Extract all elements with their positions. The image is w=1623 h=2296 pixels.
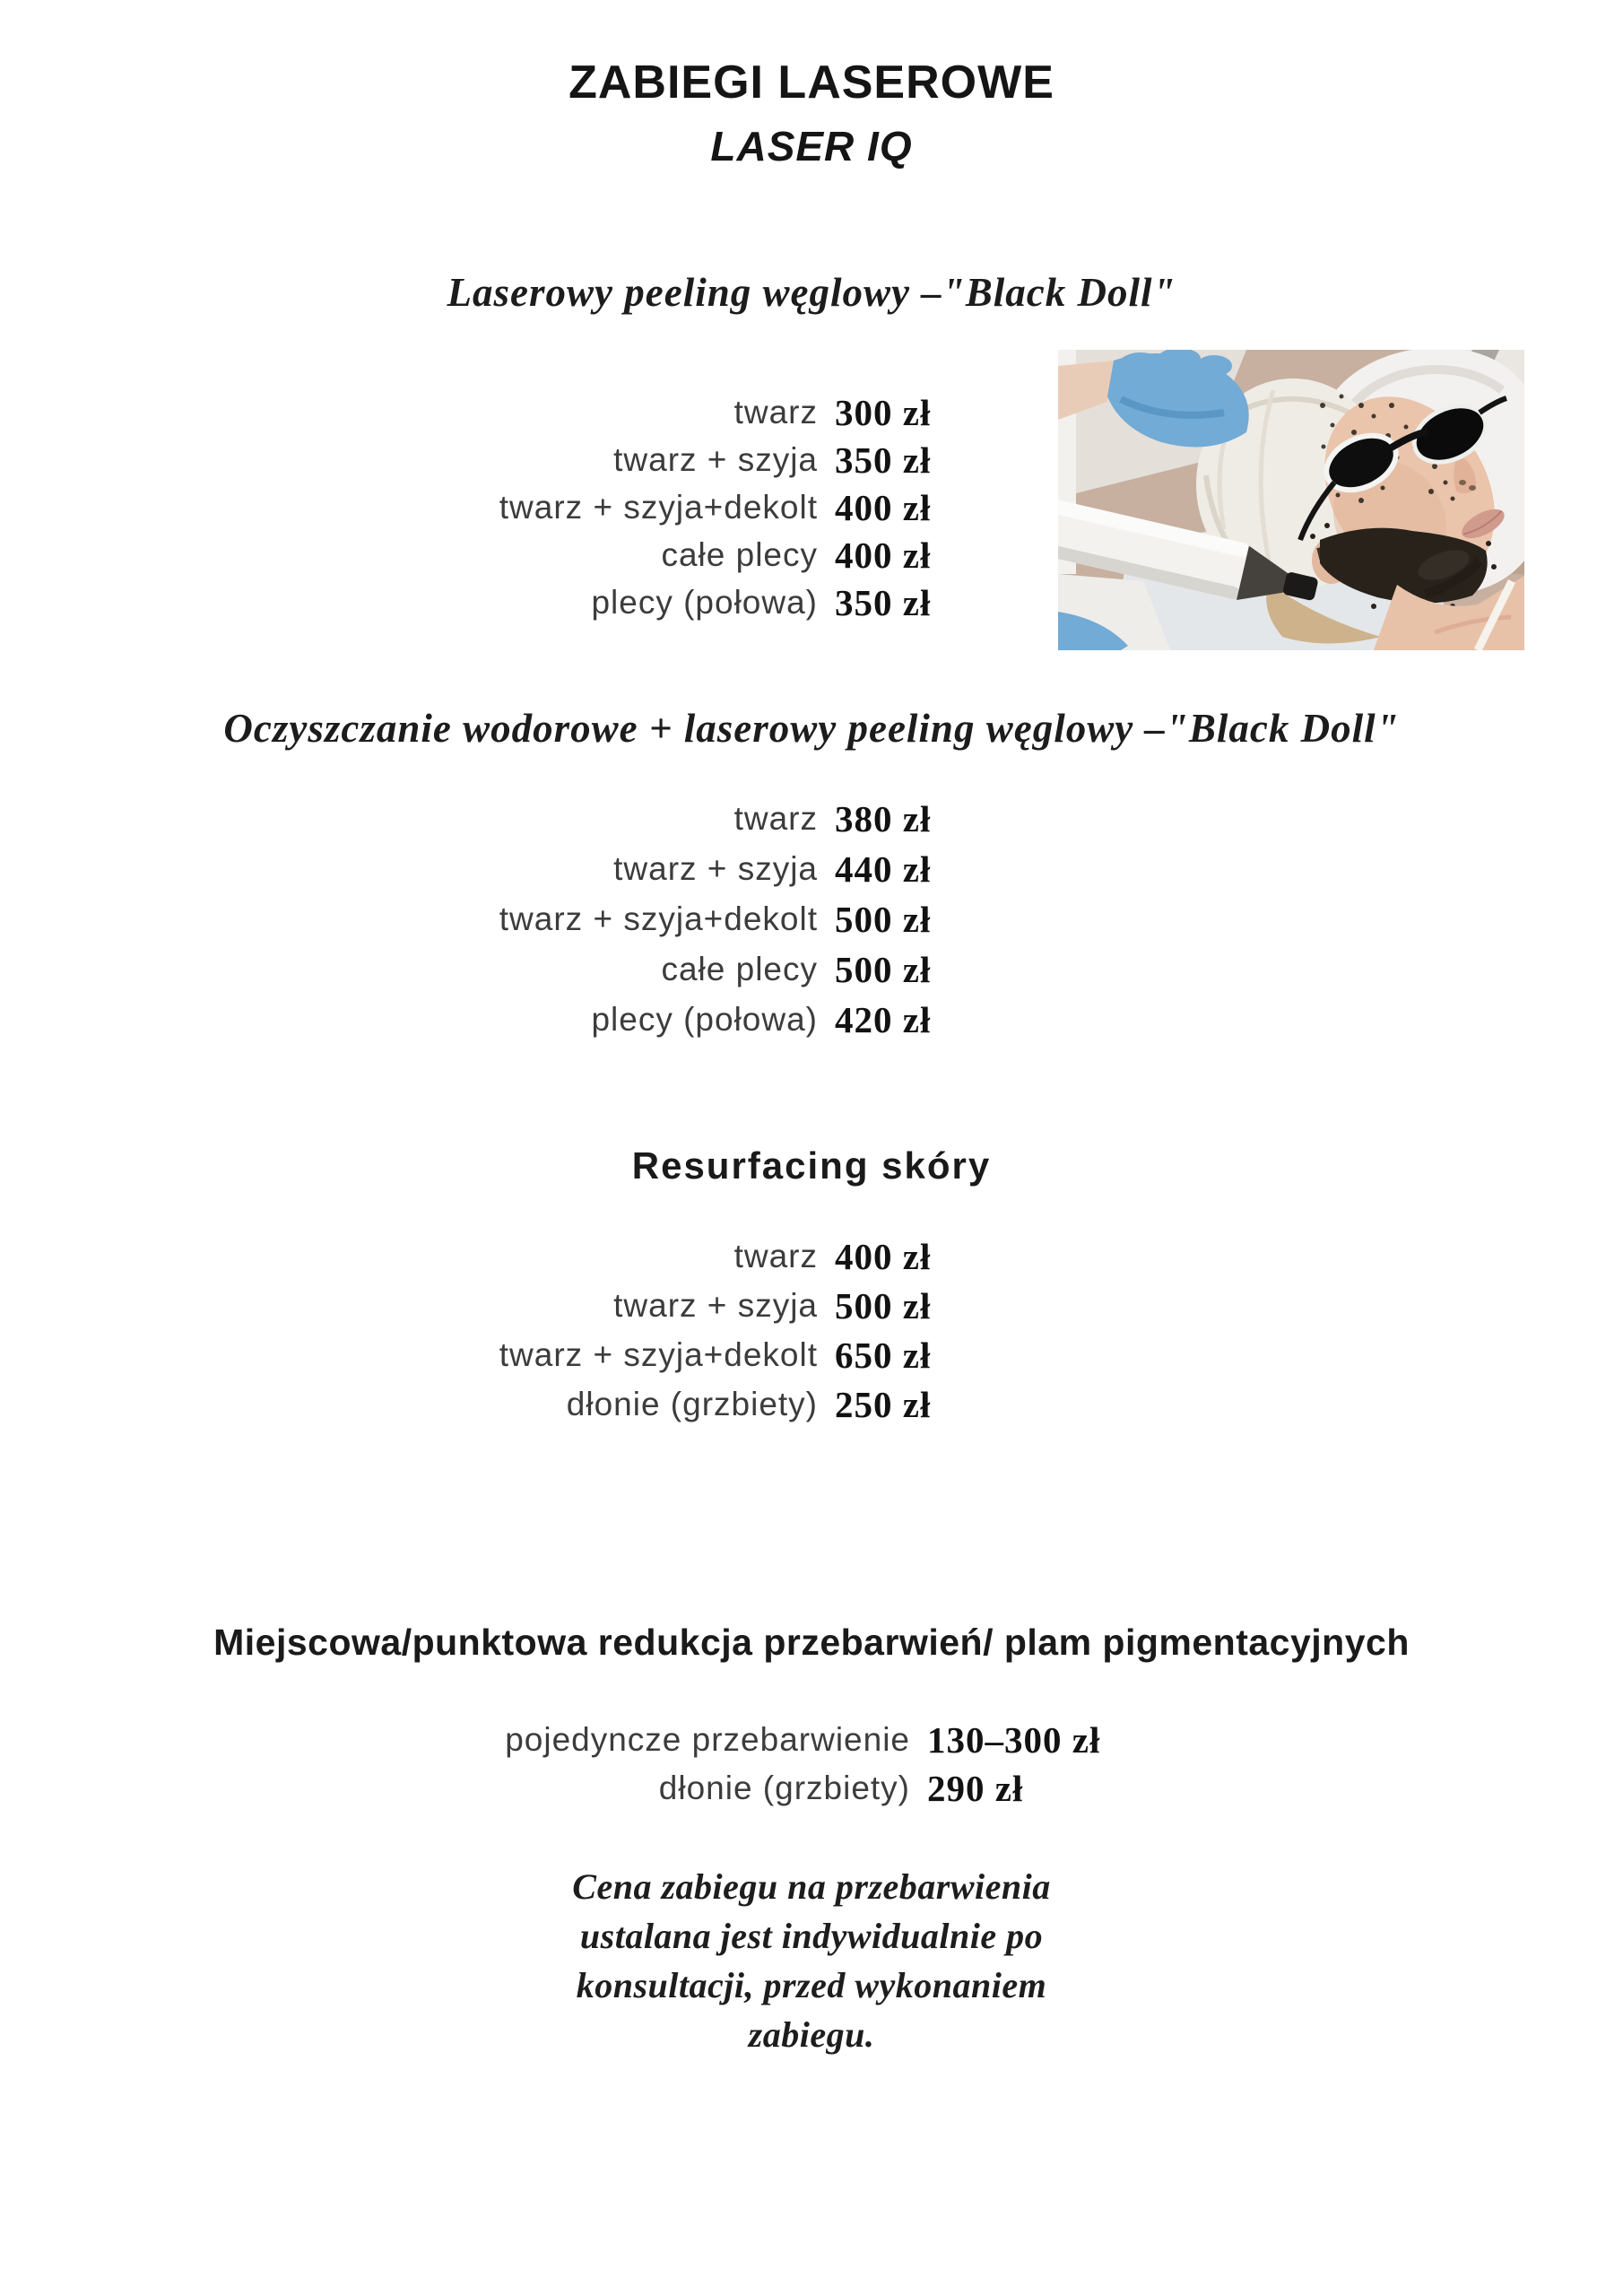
price-row bbox=[0, 531, 951, 578]
price-row bbox=[0, 578, 951, 626]
treatment-area-label: twarz bbox=[733, 1237, 818, 1274]
treatment-area-label: całe plecy bbox=[661, 951, 818, 987]
section-heading-carbon-peeling: Laserowy peeling węglowy –"Black Doll" bbox=[447, 270, 1176, 315]
treatment-area-label: twarz + szyja bbox=[613, 440, 818, 478]
pricing-note-line: zabiegu. bbox=[748, 2014, 875, 2055]
price-row bbox=[0, 1281, 951, 1330]
treatment-area-label: twarz bbox=[733, 800, 818, 837]
section-heading-pigmentation: Miejscowa/punktowa redukcja przebarwień/ plam pigmentacyjnych bbox=[213, 1622, 1410, 1663]
treatment-price: 130–300 zł bbox=[927, 1719, 1101, 1761]
price-row bbox=[0, 794, 951, 844]
treatment-area-label: twarz + szyja bbox=[613, 1286, 818, 1324]
price-row bbox=[0, 436, 951, 483]
page-title: ZABIEGI LASEROWE bbox=[568, 57, 1055, 109]
pricing-note-line: konsultacji, przed wykonaniem bbox=[576, 1965, 1047, 2005]
price-table-resurfacing bbox=[0, 1231, 951, 1429]
treatment-area-label: twarz + szyja+dekolt bbox=[499, 488, 818, 526]
treatment-price: 400 zł bbox=[835, 1235, 932, 1277]
treatment-price: 380 zł bbox=[835, 798, 932, 839]
price-table-carbon-peeling bbox=[0, 388, 951, 626]
treatment-price: 350 zł bbox=[835, 581, 932, 623]
price-row bbox=[0, 944, 951, 995]
treatment-area-label: twarz + szyja bbox=[613, 850, 818, 887]
treatment-area-label: całe plecy bbox=[661, 535, 818, 573]
price-row bbox=[0, 1379, 951, 1429]
carbon-peel-photo-illustration bbox=[1058, 350, 1524, 650]
treatment-price: 500 zł bbox=[835, 899, 932, 940]
treatment-price: 440 zł bbox=[835, 848, 932, 890]
pricing-note-line: ustalana jest indywidualnie po bbox=[579, 1916, 1044, 1956]
treatment-price: 650 zł bbox=[835, 1334, 932, 1376]
section-heading-hydrogen-cleansing: Oczyszczanie wodorowe + laserowy peeling węglowy –"Black Doll" bbox=[223, 706, 1400, 751]
price-row bbox=[0, 844, 951, 894]
treatment-price: 420 zł bbox=[835, 999, 932, 1040]
pricing-note-line: Cena zabiegu na przebarwienia bbox=[572, 1866, 1051, 1907]
treatment-price: 290 zł bbox=[927, 1768, 1024, 1809]
treatment-price: 400 zł bbox=[835, 486, 932, 528]
treatment-area-label: dłonie (grzbiety) bbox=[566, 1385, 818, 1422]
treatment-price: 250 zł bbox=[835, 1383, 932, 1425]
price-row bbox=[0, 1716, 1117, 1764]
price-row bbox=[0, 388, 951, 436]
treatment-photo bbox=[1058, 350, 1524, 650]
treatment-area-label: twarz bbox=[733, 393, 818, 430]
treatment-area-label: plecy (połowa) bbox=[591, 583, 818, 621]
price-table-pigmentation bbox=[0, 1716, 1117, 1813]
price-row bbox=[0, 995, 951, 1045]
price-row bbox=[0, 483, 951, 531]
price-row bbox=[0, 1330, 951, 1379]
price-row bbox=[0, 1231, 951, 1281]
price-table-hydrogen-cleansing bbox=[0, 794, 951, 1045]
pricing-note bbox=[0, 1862, 1623, 2059]
price-row bbox=[0, 894, 951, 944]
treatment-area-label: plecy (połowa) bbox=[591, 1001, 818, 1038]
treatment-price: 500 zł bbox=[835, 1284, 932, 1326]
treatment-price: 400 zł bbox=[835, 534, 932, 576]
treatment-price: 500 zł bbox=[835, 949, 932, 990]
treatment-area-label: twarz + szyja+dekolt bbox=[499, 1335, 818, 1373]
section-heading-resurfacing: Resurfacing skóry bbox=[631, 1144, 992, 1187]
price-row bbox=[0, 1764, 1117, 1813]
treatment-area-label: twarz + szyja+dekolt bbox=[499, 900, 818, 937]
page-subtitle: LASER IQ bbox=[710, 123, 913, 170]
treatment-area-label: dłonie (grzbiety) bbox=[658, 1770, 910, 1806]
treatment-price: 350 zł bbox=[835, 439, 932, 481]
treatment-price: 300 zł bbox=[835, 391, 932, 433]
treatment-area-label: pojedyncze przebarwienie bbox=[505, 1721, 910, 1758]
